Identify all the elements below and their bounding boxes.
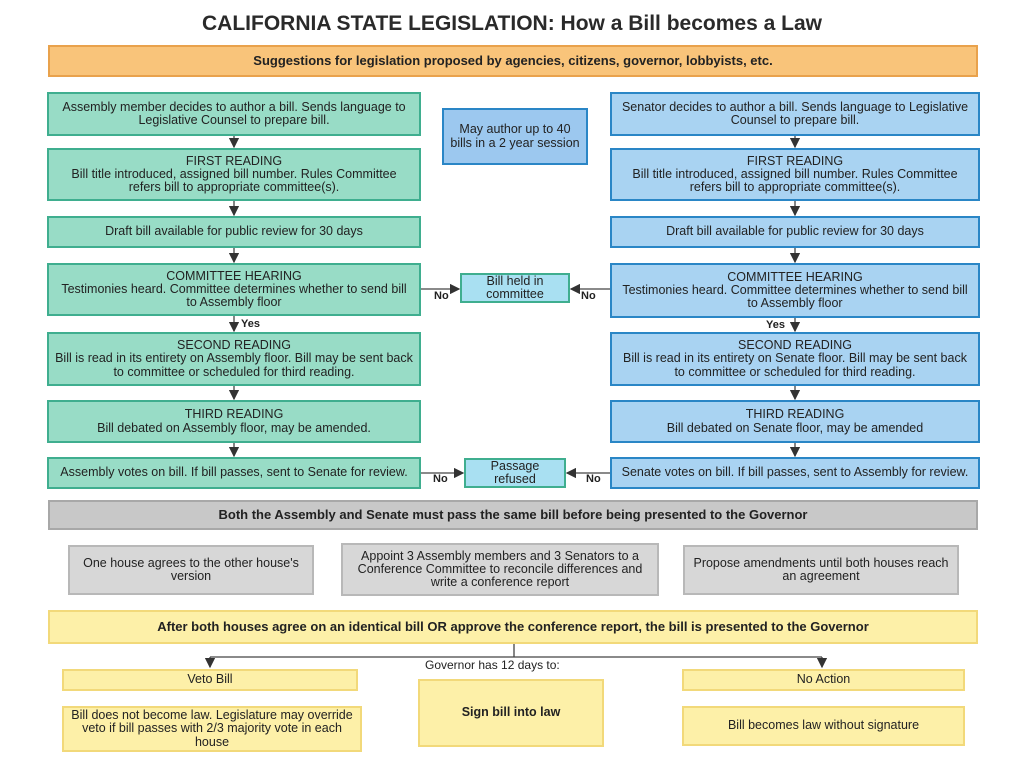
both-houses-banner: Both the Assembly and Senate must pass the same bill before being presented to the Governor — [48, 500, 978, 530]
author-limit-box: May author up to 40 bills in a 2 year session — [442, 108, 588, 165]
veto-result-box: Bill does not become law. Legislature may override veto if bill passes with 2/3 majority vote in each house — [62, 706, 362, 752]
senate-first-reading-box — [610, 148, 980, 201]
assembly-hearing-text: Testimonies heard. Committee determines whether to send bill to Assembly floor — [61, 281, 407, 310]
assembly-author-box: Assembly member decides to author a bill. Sends language to Legislative Counsel to prepare bill. — [47, 92, 421, 136]
senate-second-reading-box — [610, 332, 980, 386]
no-action-box: No Action — [682, 669, 965, 691]
conference-committee-box: Appoint 3 Assembly members and 3 Senators to a Conference Committee to reconcile differences and write a conference report — [341, 543, 659, 596]
senate-committee-hearing-box — [610, 263, 980, 318]
governor-days-text: Governor has 12 days to: — [425, 658, 560, 672]
assembly-first-reading-text: Bill title introduced, assigned bill number. Rules Committee refers bill to appropriate committee(s). — [71, 166, 397, 195]
senate-author-box: Senator decides to author a bill. Sends language to Legislative Counsel to prepare bill. — [610, 92, 980, 136]
senate-draft-box: Draft bill available for public review for 30 days — [610, 216, 980, 248]
propose-amendments-box: Propose amendments until both houses reach an agreement — [683, 545, 959, 595]
senate-second-reading-heading: SECOND READING — [738, 338, 852, 353]
assembly-committee-hearing-box — [47, 263, 421, 316]
assembly-yes-label: Yes — [241, 318, 260, 330]
veto-bill-box: Veto Bill — [62, 669, 358, 691]
assembly-second-reading-text: Bill is read in its entirety on Assembly floor. Bill may be sent back to committee or scheduled for third reading. — [55, 351, 413, 379]
page-title: CALIFORNIA STATE LEGISLATION: How a Bill becomes a Law — [202, 12, 822, 35]
senate-vote-no-label: No — [586, 473, 601, 485]
assembly-hearing-heading: COMMITTEE HEARING — [166, 268, 302, 283]
assembly-vote-no-label: No — [433, 473, 448, 485]
assembly-third-reading-text: Bill debated on Assembly floor, may be amended. — [97, 420, 371, 435]
assembly-first-reading-box — [47, 148, 421, 201]
senate-third-reading-heading: THIRD READING — [745, 407, 845, 422]
presented-to-governor-banner: After both houses agree on an identical bill OR approve the conference report, the bill is presented to the Governor — [48, 610, 978, 644]
assembly-second-reading-heading: SECOND READING — [177, 338, 291, 353]
senate-vote-box: Senate votes on bill. If bill passes, sent to Assembly for review. — [610, 457, 980, 489]
one-house-agrees-box: One house agrees to the other house's version — [68, 545, 314, 595]
assembly-first-reading-heading: FIRST READING — [185, 153, 283, 168]
senate-second-reading-text: Bill is read in its entirety on Senate floor. Bill may be sent back to committee or scheduled for third reading. — [623, 351, 967, 379]
assembly-third-reading-box — [47, 400, 421, 443]
senate-first-reading-text: Bill title introduced, assigned bill number. Rules Committee refers bill to appropriate committee(s). — [632, 166, 958, 195]
senate-hearing-no-label: No — [581, 290, 596, 302]
assembly-vote-box: Assembly votes on bill. If bill passes, sent to Senate for review. — [47, 457, 421, 489]
assembly-draft-box: Draft bill available for public review for 30 days — [47, 216, 421, 248]
no-action-result-box: Bill becomes law without signature — [682, 706, 965, 746]
assembly-second-reading-box — [47, 332, 421, 386]
suggestions-banner: Suggestions for legislation proposed by agencies, citizens, governor, lobbyists, etc. — [48, 45, 978, 77]
senate-first-reading-heading: FIRST READING — [746, 153, 844, 168]
senate-third-reading-box — [610, 400, 980, 443]
assembly-hearing-no-label: No — [434, 290, 449, 302]
sign-bill-box: Sign bill into law — [418, 679, 604, 747]
assembly-third-reading-heading: THIRD READING — [184, 407, 284, 422]
passage-refused-box: Passage refused — [464, 458, 566, 488]
senate-third-reading-text: Bill debated on Senate floor, may be amended — [666, 420, 924, 435]
senate-yes-label: Yes — [766, 319, 785, 331]
senate-hearing-heading: COMMITTEE HEARING — [727, 269, 863, 284]
senate-hearing-text: Testimonies heard. Committee determines whether to send bill to Assembly floor — [622, 282, 968, 311]
bill-held-box: Bill held in committee — [460, 273, 570, 303]
